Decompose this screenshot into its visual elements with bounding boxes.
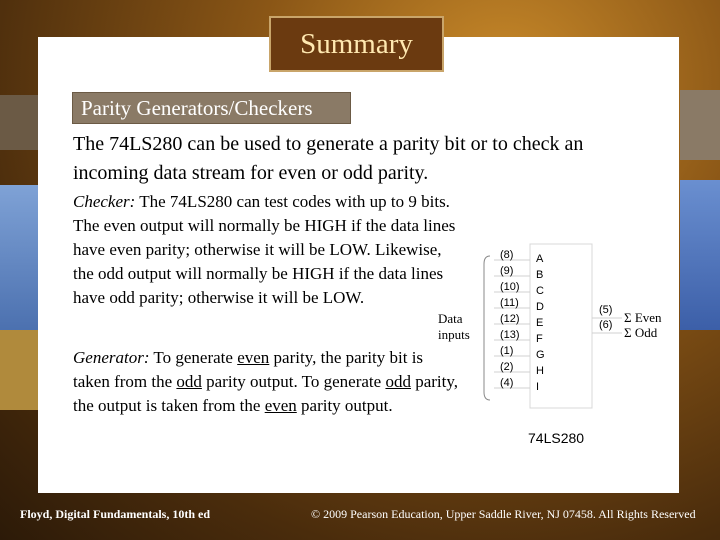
generator-text: parity output. To generate (201, 372, 386, 391)
input-pin-number: (11) (500, 297, 519, 309)
input-pin-number: (8) (500, 249, 514, 261)
output-pin-number: (6) (599, 319, 613, 331)
generator-text: To generate (149, 348, 238, 367)
generator-underlined: odd (385, 372, 411, 391)
odd-output-label: Σ Odd (624, 325, 658, 340)
generator-underlined: even (264, 396, 297, 415)
generator-underlined: even (237, 348, 270, 367)
input-pin-letter: A (536, 253, 544, 265)
input-pin-number: (1) (500, 345, 514, 357)
generator-lead: Generator: (73, 348, 150, 367)
input-pin-letter: I (536, 381, 540, 393)
input-pin-number: (13) (500, 329, 520, 341)
chip-part-number: 74LS280 (528, 430, 585, 446)
output-pin-number: (5) (599, 304, 613, 316)
input-pin-letter: E (536, 317, 544, 329)
intro-paragraph: The 74LS280 can be used to generate a parity bit or to check an incoming data stream for even or odd parity. (73, 133, 584, 184)
input-pin-letter: H (536, 365, 544, 377)
input-pin-letter: F (536, 333, 543, 345)
input-pin-number: (9) (500, 265, 514, 277)
input-pin-number: (10) (500, 281, 520, 293)
checker-text: The 74LS280 can test codes with up to 9 bits. The even output will normally be HIGH if the data lines have even parity; otherwise it will be LOW. Likewise, the odd output will normally be HIGH if the data lines have odd parity; otherwise it will be LOW. (73, 192, 456, 307)
data-inputs-label-line1: Data (438, 311, 463, 326)
input-pin-letter: G (536, 349, 545, 361)
input-pin-number: (2) (500, 361, 514, 373)
input-pin-number: (12) (500, 313, 520, 325)
input-pin-letter: C (536, 285, 544, 297)
checker-lead: Checker: (73, 192, 136, 211)
footer-copyright: © 2009 Pearson Education, Upper Saddle River, NJ 07458. All Rights Reserved (311, 507, 696, 521)
generator-text: parity, the output is taken from the (73, 372, 459, 415)
input-pin-letter: B (536, 269, 544, 281)
slide-title: Summary (300, 27, 413, 60)
generator-text: parity output. (296, 396, 393, 415)
section-heading: Parity Generators/Checkers (81, 95, 313, 120)
data-inputs-label-line2: inputs (438, 327, 470, 342)
input-bracket (484, 256, 490, 400)
input-pin-letter: D (536, 301, 544, 313)
input-pin-number: (4) (500, 377, 514, 389)
generator-underlined: odd (176, 372, 202, 391)
footer-credit: Floyd, Digital Fundamentals, 10th ed (20, 507, 211, 521)
generator-text: parity, the parity bit is taken from the (73, 348, 424, 391)
even-output-label: Σ Even (624, 310, 662, 325)
